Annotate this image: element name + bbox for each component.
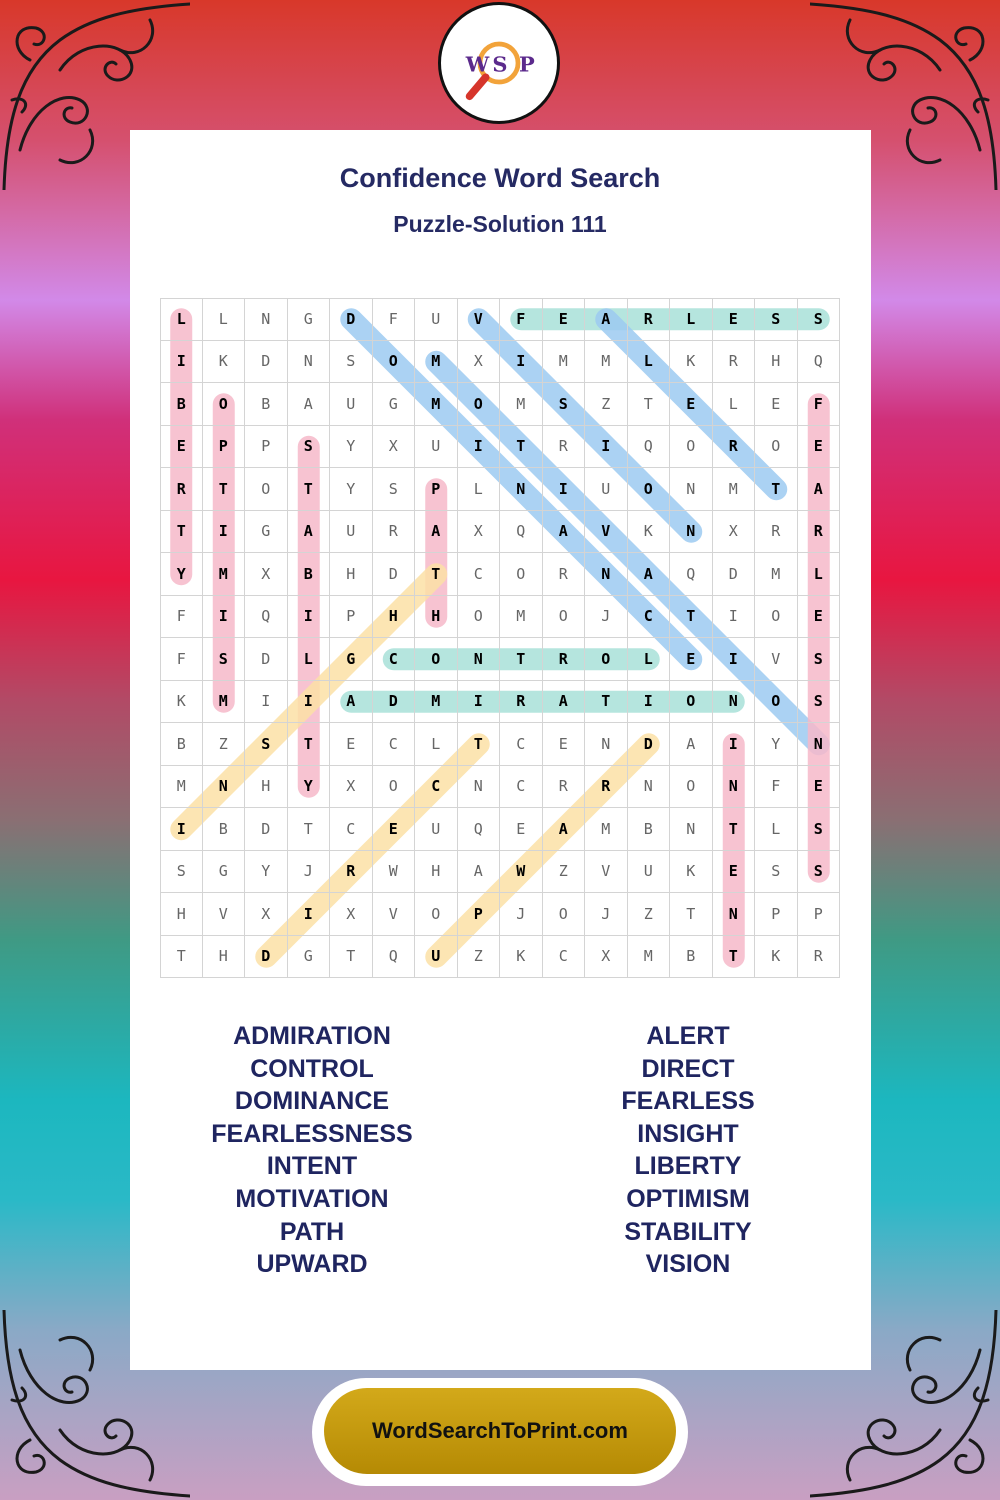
grid-cell[interactable]: E xyxy=(330,723,373,766)
grid-cell[interactable]: O xyxy=(415,893,458,936)
word-list-item: MOTIVATION xyxy=(235,1184,389,1213)
grid-cell[interactable]: E xyxy=(543,298,586,341)
grid-cell[interactable]: G xyxy=(203,851,246,894)
wsp-logo[interactable] xyxy=(438,2,560,124)
grid-cell[interactable]: N xyxy=(670,511,713,554)
grid-cell[interactable]: T xyxy=(288,808,331,851)
grid-cell[interactable]: C xyxy=(628,596,671,639)
grid-cell[interactable]: W xyxy=(373,851,416,894)
grid-cell[interactable]: C xyxy=(330,808,373,851)
grid-cell[interactable]: G xyxy=(373,383,416,426)
grid-cell[interactable]: H xyxy=(415,851,458,894)
grid-cell[interactable]: M xyxy=(755,553,798,596)
grid-cell[interactable]: M xyxy=(500,383,543,426)
grid-cell[interactable]: E xyxy=(798,766,841,809)
grid-cell[interactable]: L xyxy=(713,383,756,426)
grid-cell[interactable]: Y xyxy=(245,851,288,894)
grid-cell[interactable]: K xyxy=(628,511,671,554)
grid-cell[interactable]: G xyxy=(288,936,331,979)
grid-cell[interactable]: P xyxy=(798,893,841,936)
grid-cell[interactable]: A xyxy=(798,468,841,511)
grid-cell[interactable]: B xyxy=(288,553,331,596)
logo-letter-s: S xyxy=(492,51,508,77)
grid-cell[interactable]: H xyxy=(203,936,246,979)
grid-cell[interactable]: B xyxy=(203,808,246,851)
grid-cell[interactable]: P xyxy=(458,893,501,936)
grid-cell[interactable]: U xyxy=(628,851,671,894)
grid-cell[interactable]: E xyxy=(670,383,713,426)
grid-cell[interactable]: O xyxy=(373,766,416,809)
grid-cell[interactable]: P xyxy=(330,596,373,639)
grid-cell[interactable]: D xyxy=(245,638,288,681)
grid-cell[interactable]: I xyxy=(585,426,628,469)
grid-cell[interactable]: R xyxy=(160,468,203,511)
grid-cell[interactable]: S xyxy=(373,468,416,511)
word-list-item: ALERT xyxy=(646,1022,730,1050)
grid-cell[interactable]: M xyxy=(203,681,246,724)
grid-cell[interactable]: T xyxy=(670,596,713,639)
grid-cell[interactable]: I xyxy=(713,596,756,639)
grid-cell[interactable]: R xyxy=(543,426,586,469)
grid-cell[interactable]: N xyxy=(670,808,713,851)
grid-cell[interactable]: L xyxy=(160,298,203,341)
grid-cell[interactable]: R xyxy=(543,638,586,681)
grid-cell[interactable]: N xyxy=(798,723,841,766)
grid-cell[interactable]: N xyxy=(713,681,756,724)
grid-cell[interactable]: E xyxy=(670,638,713,681)
grid-cell[interactable]: H xyxy=(160,893,203,936)
grid-cell[interactable]: D xyxy=(373,553,416,596)
grid-cell[interactable]: O xyxy=(755,681,798,724)
grid-cell[interactable]: A xyxy=(330,681,373,724)
logo-letter-p: P xyxy=(518,51,535,77)
grid-cell[interactable]: X xyxy=(585,936,628,979)
grid-cell[interactable]: W xyxy=(500,851,543,894)
grid-cell[interactable]: V xyxy=(585,511,628,554)
word-list-item: DIRECT xyxy=(641,1054,735,1083)
grid-cell[interactable]: T xyxy=(330,936,373,979)
grid-cell[interactable]: O xyxy=(500,553,543,596)
site-banner xyxy=(312,1378,688,1486)
grid-cell[interactable]: Y xyxy=(755,723,798,766)
grid-cell[interactable]: T xyxy=(458,723,501,766)
grid-cell[interactable]: C xyxy=(415,766,458,809)
grid-cell[interactable]: Z xyxy=(628,893,671,936)
grid-cell[interactable]: E xyxy=(798,426,841,469)
grid-cell[interactable]: B xyxy=(160,383,203,426)
grid-cell[interactable]: V xyxy=(458,298,501,341)
grid-cell[interactable]: K xyxy=(500,936,543,979)
logo-letter-w: W xyxy=(465,51,490,77)
grid-cell[interactable]: I xyxy=(160,808,203,851)
grid-cell[interactable]: R xyxy=(543,553,586,596)
grid-cell[interactable]: V xyxy=(755,638,798,681)
word-list-item: UPWARD xyxy=(256,1250,368,1279)
grid-cell[interactable]: O xyxy=(543,893,586,936)
grid-cell[interactable]: I xyxy=(288,596,331,639)
grid-cell[interactable]: Q xyxy=(670,553,713,596)
grid-cell[interactable]: Q xyxy=(798,341,841,384)
grid-cell[interactable]: S xyxy=(755,298,798,341)
grid-cell[interactable]: Z xyxy=(458,936,501,979)
grid-cell[interactable]: U xyxy=(415,808,458,851)
grid-cell[interactable]: R xyxy=(373,511,416,554)
grid-cell[interactable]: Y xyxy=(330,468,373,511)
grid-cell[interactable]: O xyxy=(628,468,671,511)
grid-cell[interactable]: J xyxy=(500,893,543,936)
grid-cell[interactable]: R xyxy=(798,936,841,979)
grid-cell[interactable]: C xyxy=(500,723,543,766)
grid-cell[interactable]: U xyxy=(415,298,458,341)
grid-cell[interactable]: N xyxy=(585,723,628,766)
grid-cell[interactable]: K xyxy=(670,851,713,894)
grid-cell[interactable]: S xyxy=(543,383,586,426)
grid-cell[interactable]: I xyxy=(458,426,501,469)
grid-cell[interactable]: M xyxy=(203,553,246,596)
grid-cell[interactable]: M xyxy=(415,383,458,426)
grid-cell[interactable]: M xyxy=(585,808,628,851)
word-list-left xyxy=(162,1020,462,1281)
grid-cell[interactable]: A xyxy=(543,681,586,724)
grid-cell[interactable]: C xyxy=(373,638,416,681)
letter-grid xyxy=(160,298,840,978)
grid-cell[interactable]: A xyxy=(585,298,628,341)
grid-cell[interactable]: O xyxy=(755,426,798,469)
word-list-item: FEARLESS xyxy=(621,1087,755,1116)
grid-cell[interactable]: Q xyxy=(628,426,671,469)
grid-cell[interactable]: R xyxy=(755,511,798,554)
grid-cell[interactable]: X xyxy=(373,426,416,469)
grid-cell[interactable]: S xyxy=(798,638,841,681)
grid-cell[interactable]: N xyxy=(203,766,246,809)
word-list-item: VISION xyxy=(645,1250,731,1279)
word-list-item: LIBERTY xyxy=(634,1152,742,1181)
grid-cell[interactable]: D xyxy=(245,341,288,384)
grid-cell[interactable]: M xyxy=(628,936,671,979)
grid-cell[interactable]: H xyxy=(330,553,373,596)
grid-cell[interactable]: O xyxy=(755,596,798,639)
grid-cell[interactable]: T xyxy=(713,808,756,851)
grid-cell[interactable]: T xyxy=(160,511,203,554)
word-list-right xyxy=(538,1020,838,1281)
grid-cell[interactable]: T xyxy=(415,553,458,596)
grid-cell[interactable]: L xyxy=(628,638,671,681)
grid-cell[interactable]: R xyxy=(713,426,756,469)
grid-cell[interactable]: D xyxy=(245,936,288,979)
grid-cell[interactable]: L xyxy=(458,468,501,511)
puzzle-title: Confidence Word Search xyxy=(339,163,661,193)
grid-cell[interactable]: F xyxy=(500,298,543,341)
grid-cell[interactable]: M xyxy=(415,341,458,384)
grid-cell[interactable]: V xyxy=(373,893,416,936)
grid-cell[interactable]: T xyxy=(628,383,671,426)
grid-cell[interactable]: D xyxy=(628,723,671,766)
grid-cell[interactable]: P xyxy=(415,468,458,511)
grid-cell[interactable]: P xyxy=(755,893,798,936)
grid-cell[interactable]: R xyxy=(628,298,671,341)
grid-cell[interactable]: S xyxy=(798,808,841,851)
grid-cell[interactable]: L xyxy=(628,341,671,384)
grid-cell[interactable]: Z xyxy=(203,723,246,766)
word-list-item: PATH xyxy=(279,1217,345,1246)
grid-cell[interactable]: Y xyxy=(160,553,203,596)
grid-cell[interactable]: G xyxy=(330,638,373,681)
grid-cell[interactable]: A xyxy=(628,553,671,596)
grid-cell[interactable]: E xyxy=(500,808,543,851)
grid-cell[interactable]: N xyxy=(458,638,501,681)
grid-cell[interactable]: M xyxy=(160,766,203,809)
grid-cell[interactable]: O xyxy=(415,638,458,681)
grid-cell[interactable]: L xyxy=(670,298,713,341)
grid-cell[interactable]: D xyxy=(330,298,373,341)
grid-cell[interactable]: I xyxy=(160,341,203,384)
grid-cell[interactable]: R xyxy=(713,341,756,384)
grid-cell[interactable]: M xyxy=(713,468,756,511)
grid-cell[interactable]: S xyxy=(330,341,373,384)
grid-cell[interactable]: A xyxy=(458,851,501,894)
grid-cell[interactable]: I xyxy=(203,596,246,639)
grid-cell[interactable]: C xyxy=(373,723,416,766)
grid-cell[interactable]: M xyxy=(500,596,543,639)
word-list-item: INTENT xyxy=(266,1152,358,1181)
grid-cell[interactable]: N xyxy=(713,766,756,809)
grid-cell[interactable]: T xyxy=(288,468,331,511)
grid-cell[interactable]: S xyxy=(288,426,331,469)
grid-cell[interactable]: A xyxy=(670,723,713,766)
grid-cell[interactable]: O xyxy=(373,341,416,384)
grid-cell[interactable]: F xyxy=(798,383,841,426)
grid-cell[interactable]: T xyxy=(500,426,543,469)
grid-cell[interactable]: N xyxy=(500,468,543,511)
grid-cell[interactable]: Y xyxy=(330,426,373,469)
grid-cell[interactable]: N xyxy=(670,468,713,511)
grid-cell[interactable]: V xyxy=(203,893,246,936)
grid-cell[interactable]: O xyxy=(245,468,288,511)
word-search-grid xyxy=(160,298,840,978)
grid-cell[interactable]: D xyxy=(373,681,416,724)
grid-cell[interactable]: E xyxy=(798,596,841,639)
word-list-item: FEARLESSNESS xyxy=(211,1119,413,1148)
grid-cell[interactable]: B xyxy=(670,936,713,979)
grid-cell[interactable]: K xyxy=(203,341,246,384)
grid-cell[interactable]: A xyxy=(543,808,586,851)
grid-cell[interactable]: L xyxy=(415,723,458,766)
grid-cell[interactable]: F xyxy=(160,638,203,681)
grid-cell[interactable]: S xyxy=(160,851,203,894)
grid-cell[interactable]: U xyxy=(585,468,628,511)
grid-cell[interactable]: S xyxy=(755,851,798,894)
word-list-item: CONTROL xyxy=(250,1054,374,1083)
grid-cell[interactable]: B xyxy=(245,383,288,426)
grid-cell[interactable]: X xyxy=(458,511,501,554)
grid-cell[interactable]: A xyxy=(288,383,331,426)
grid-cell[interactable]: R xyxy=(500,681,543,724)
grid-cell[interactable]: H xyxy=(373,596,416,639)
grid-cell[interactable]: B xyxy=(160,723,203,766)
grid-cell[interactable]: X xyxy=(713,511,756,554)
grid-cell[interactable]: N xyxy=(713,893,756,936)
grid-cell[interactable]: A xyxy=(288,511,331,554)
grid-cell[interactable]: F xyxy=(160,596,203,639)
grid-cell[interactable]: S xyxy=(798,851,841,894)
grid-cell[interactable]: F xyxy=(755,766,798,809)
grid-cell[interactable]: L xyxy=(755,808,798,851)
grid-cell[interactable]: E xyxy=(543,723,586,766)
grid-cell[interactable]: S xyxy=(203,638,246,681)
grid-cell[interactable]: R xyxy=(585,766,628,809)
grid-cell[interactable]: Q xyxy=(245,596,288,639)
grid-cell[interactable]: X xyxy=(330,766,373,809)
grid-cell[interactable]: I xyxy=(245,681,288,724)
grid-cell[interactable]: X xyxy=(245,553,288,596)
grid-cell[interactable]: V xyxy=(585,851,628,894)
grid-cell[interactable]: I xyxy=(288,893,331,936)
grid-cell[interactable]: O xyxy=(543,596,586,639)
grid-cell[interactable]: I xyxy=(543,468,586,511)
grid-cell[interactable]: I xyxy=(713,723,756,766)
grid-cell[interactable]: I xyxy=(713,638,756,681)
grid-cell[interactable]: U xyxy=(330,383,373,426)
grid-cell[interactable]: T xyxy=(500,638,543,681)
grid-cell[interactable]: I xyxy=(203,511,246,554)
grid-cell[interactable]: M xyxy=(415,681,458,724)
word-list-item: STABILITY xyxy=(624,1217,752,1246)
word-list-item: OPTIMISM xyxy=(626,1184,750,1213)
grid-cell[interactable]: L xyxy=(798,553,841,596)
grid-cell[interactable]: R xyxy=(798,511,841,554)
word-list-item: DOMINANCE xyxy=(234,1087,390,1116)
grid-cell[interactable]: Q xyxy=(458,808,501,851)
grid-cell[interactable]: E xyxy=(713,298,756,341)
word-list-item: INSIGHT xyxy=(637,1119,739,1148)
grid-cell[interactable]: O xyxy=(458,596,501,639)
grid-cell[interactable]: A xyxy=(415,511,458,554)
grid-cell[interactable]: T xyxy=(203,468,246,511)
grid-cell[interactable]: N xyxy=(288,341,331,384)
grid-cell[interactable]: X xyxy=(330,893,373,936)
grid-cell[interactable]: G xyxy=(288,298,331,341)
grid-cell[interactable]: O xyxy=(670,766,713,809)
grid-cell[interactable]: U xyxy=(330,511,373,554)
grid-cell[interactable]: O xyxy=(458,383,501,426)
grid-cell[interactable]: T xyxy=(713,936,756,979)
grid-cell[interactable]: Z xyxy=(585,383,628,426)
grid-cell[interactable]: K xyxy=(755,936,798,979)
grid-cell[interactable]: N xyxy=(458,766,501,809)
grid-cell[interactable]: N xyxy=(585,553,628,596)
grid-cell[interactable]: T xyxy=(670,893,713,936)
grid-cell[interactable]: J xyxy=(288,851,331,894)
grid-cell[interactable]: S xyxy=(245,723,288,766)
grid-cell[interactable]: L xyxy=(203,298,246,341)
grid-cell[interactable]: S xyxy=(798,298,841,341)
grid-cell[interactable]: M xyxy=(543,341,586,384)
grid-cell[interactable]: L xyxy=(288,638,331,681)
grid-cell[interactable]: N xyxy=(628,766,671,809)
grid-cell[interactable]: X xyxy=(245,893,288,936)
grid-cell[interactable]: C xyxy=(500,766,543,809)
grid-cell[interactable]: J xyxy=(585,596,628,639)
site-link-button[interactable]: WordSearchToPrint.com xyxy=(324,1388,676,1474)
grid-cell[interactable]: I xyxy=(288,681,331,724)
grid-cell[interactable]: I xyxy=(500,341,543,384)
grid-cell[interactable]: C xyxy=(458,553,501,596)
grid-cell[interactable]: N xyxy=(245,298,288,341)
grid-cell[interactable]: S xyxy=(798,681,841,724)
grid-cell[interactable]: C xyxy=(543,936,586,979)
grid-cell[interactable]: I xyxy=(458,681,501,724)
grid-cell[interactable]: H xyxy=(755,341,798,384)
grid-cell[interactable]: O xyxy=(203,383,246,426)
grid-cell[interactable]: F xyxy=(373,298,416,341)
grid-cell[interactable]: E xyxy=(373,808,416,851)
grid-cell[interactable]: B xyxy=(628,808,671,851)
grid-cell[interactable]: M xyxy=(585,341,628,384)
grid-cell[interactable]: T xyxy=(585,681,628,724)
grid-cell[interactable]: O xyxy=(670,426,713,469)
grid-cell[interactable]: E xyxy=(755,383,798,426)
word-list-item: ADMIRATION xyxy=(233,1022,391,1050)
grid-cell[interactable]: A xyxy=(543,511,586,554)
grid-cell[interactable]: K xyxy=(670,341,713,384)
grid-cell[interactable]: G xyxy=(245,511,288,554)
grid-cell[interactable]: J xyxy=(585,893,628,936)
grid-cell[interactable]: T xyxy=(160,936,203,979)
grid-cell[interactable]: H xyxy=(415,596,458,639)
grid-cell[interactable]: T xyxy=(288,723,331,766)
grid-cell[interactable]: T xyxy=(755,468,798,511)
grid-cell[interactable]: P xyxy=(203,426,246,469)
grid-cell[interactable]: X xyxy=(458,341,501,384)
grid-cell[interactable]: R xyxy=(330,851,373,894)
grid-cell[interactable]: Q xyxy=(500,511,543,554)
grid-cell[interactable]: K xyxy=(160,681,203,724)
grid-cell[interactable]: D xyxy=(713,553,756,596)
grid-cell[interactable]: Z xyxy=(543,851,586,894)
grid-cell[interactable]: I xyxy=(628,681,671,724)
grid-cell[interactable]: U xyxy=(415,936,458,979)
grid-cell[interactable]: Y xyxy=(288,766,331,809)
grid-cell[interactable]: O xyxy=(670,681,713,724)
grid-cell[interactable]: U xyxy=(415,426,458,469)
grid-cell[interactable]: O xyxy=(585,638,628,681)
puzzle-subtitle: Puzzle-Solution 111 xyxy=(393,211,607,237)
grid-cell[interactable]: D xyxy=(245,808,288,851)
grid-cell[interactable]: E xyxy=(160,426,203,469)
grid-cell[interactable]: H xyxy=(245,766,288,809)
grid-cell[interactable]: P xyxy=(245,426,288,469)
grid-cell[interactable]: Q xyxy=(373,936,416,979)
grid-cell[interactable]: R xyxy=(543,766,586,809)
grid-cell[interactable]: E xyxy=(713,851,756,894)
